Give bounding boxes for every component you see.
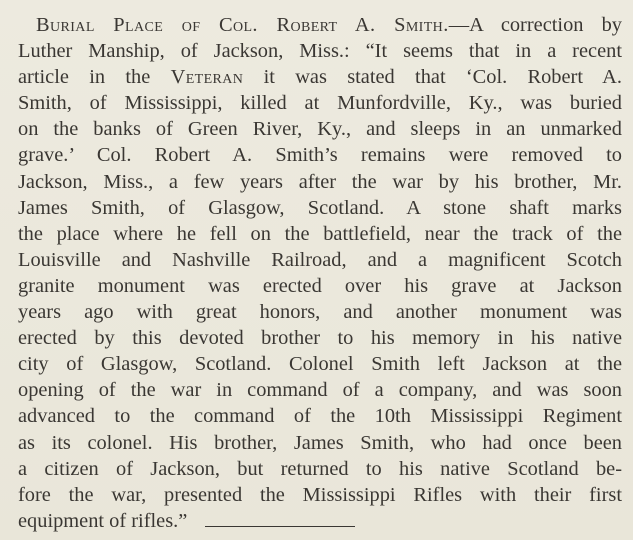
article-line-20 [18, 508, 622, 534]
article-line-4: Smith, of Mississippi, killed at Munfordville, Ky., was buried [18, 92, 622, 115]
article-line-2: Luther Manship, of Jackson, Miss.: “It seems that in a recent [18, 40, 622, 63]
article-heading: Burial Place of Col. Robert A. Smith. [36, 14, 449, 36]
heading-dash: — [448, 14, 470, 36]
article-line-1 [18, 12, 622, 38]
article-line-18: a citizen of Jackson, but returned to his native Scotland be- [18, 457, 622, 480]
article-line-3 [18, 64, 622, 90]
article-line-11: granite monument was erected over his grave at Jackson [18, 274, 622, 297]
article-line-10: Louisville and Nashville Railroad, and a magnificent Scotch [18, 248, 622, 271]
veteran-title: Veteran [170, 66, 244, 89]
line-3-start: article in the [18, 66, 151, 89]
line-3-end: it was stated that ‘Col. Robert A. [263, 66, 622, 89]
article-line-16: advanced to the command of the 10th Mississippi Regiment [18, 405, 622, 428]
article-line-14: city of Glasgow, Scotland. Colonel Smith left Jackson at the [18, 353, 622, 376]
line-1-text: A correction by [469, 14, 622, 36]
article-line-12: years ago with great honors, and another monument was [18, 301, 622, 324]
article-line-17: as its colonel. His brother, James Smith, who had once been [18, 431, 622, 454]
line-20-text: equipment of rifles.” [18, 509, 188, 532]
article-line-9: the place where he fell on the battlefield, near the track of the [18, 222, 622, 245]
article-line-15: opening of the war in command of a company, and was soon [18, 379, 622, 402]
article-line-19: fore the war, presented the Mississippi Rifles with their first [18, 483, 622, 506]
article-text [18, 12, 622, 534]
article-line-13: erected by this devoted brother to his memory in his native [18, 327, 622, 350]
article-line-7: Jackson, Miss., a few years after the war by his brother, Mr. [18, 170, 622, 193]
article-line-8: James Smith, of Glasgow, Scotland. A stone shaft marks [18, 196, 622, 219]
separator-rule [205, 526, 355, 527]
article-line-6: grave.’ Col. Robert A. Smith’s remains were removed to [18, 144, 622, 167]
article-line-5: on the banks of Green River, Ky., and sleeps in an unmarked [18, 118, 622, 141]
